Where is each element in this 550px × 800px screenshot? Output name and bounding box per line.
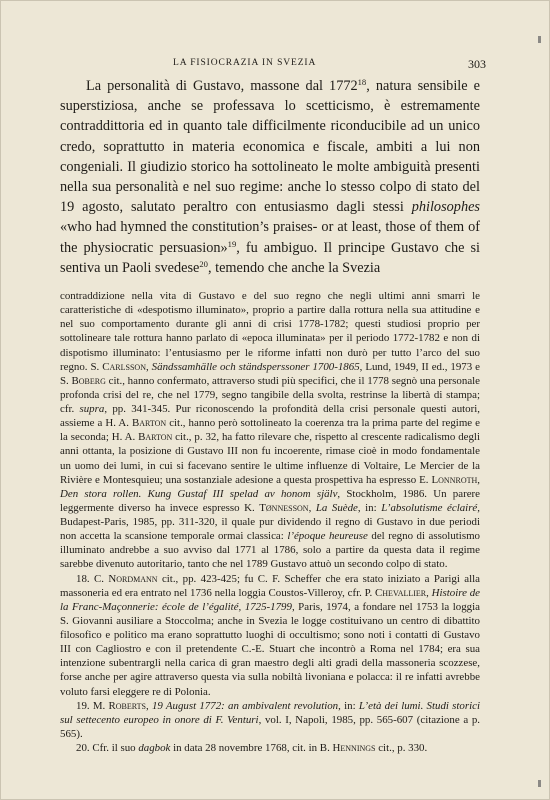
footnote-ref-18: 18 xyxy=(357,77,367,87)
main-text xyxy=(60,76,480,278)
page-header xyxy=(0,58,550,74)
scan-mark xyxy=(538,780,541,787)
footnotes xyxy=(60,289,480,755)
scan-mark xyxy=(538,36,541,43)
footnote-ref-20: 20 xyxy=(199,258,208,269)
footnote-ref-19: 19 xyxy=(227,238,237,249)
running-head: LA FISIOCRAZIA IN SVEZIA xyxy=(173,58,317,68)
footnote-18: 18. C. Nordmann cit., pp. 423-425; fu C. F. Scheffer che era stato iniziato a Parigi alla massoneria ed era entrato nel 1736 nella loggia Coustos-Villeroy, cfr. P. Chevallier, Histoire de la Franc-Maçonnerie: école de l’égalité, 1725-1799, Paris, 1974, a fondare nel 1753 la loggia S. Giovanni ausiliare a Stoccolma; anche in Svezia le logge costituivano un centro di dibattito filosofico e politico ma erano soprattutto luoghi di occultismo; sono noti i contatti di Gustavo III con Cagliostro e con il pretendente C.-E. Stuart che incontrò a Roma nel 1784; era sua intenzione subentrargli nella carica di gran maestro degli alti gradi della massoneria scozzese, forse anche per agire attraverso questa via sulla nobiltà livoniana e polacca: il re infatti avrebbe voluto farsi eleggere re di Polonia. xyxy=(60,572,481,698)
footnote-19: 19. M. Roberts, 19 August 1772: an ambivalent revolution, in: L’età dei lumi. Studi storici sul settecento europeo in onore di F. Venturi, vol. I, Napoli, 1985, pp. 565-607 (citazione a p. 565). xyxy=(60,699,480,740)
page-number: 303 xyxy=(468,57,486,71)
body-paragraph: La personalità di Gustavo, massone dal 1772$^{18}$, natura sensibile e superstiziosa, anche se professava lo scetticismo, è estremamente contraddittoria ed in quanto tale difficilmente riconducibile ad un unico credo, soprattutto in materia economica e fiscale, ambiti a lui non congeniali. Il giudizio storico ha sottolineato le molte ambiguità presenti nella sua personalità e nel suo regime: anche lo stesso colpo di stato del 19 agosto, salutato peraltro con entusiasmo dagli stessi philosophes «who had hymned the constitution’s praises- or at least, those of them of the physiocratic persuasion»$^{19}$, fu ambiguo. Il principe Gustavo che si sentiva un Paoli svedese$^{20}$, temendo che anche la Svezia xyxy=(60,77,480,276)
footnote-17-continuation: contraddizione nella vita di Gustavo e del suo regno che negli ultimi anni smarrì le caratteristiche di «despotismo illuminato», proprio a partire dalla rottura nella sua attitudine e nel suo comportamento durante gli anni di crisi 1778-1782; questi studiosi proprio per sottolineare tale rottura hanno parlato di «epoca illuminata» per il periodo 1772-1782 e non di dispotismo illuminato: l’entusiasmo per le riforme infatti non durò per tutto l’arco del suo regno. S. Carlsson, Sändssamhälle och ständsperssoner 1700-1865, Lund, 1949, II ed., 1973 e S. Boberg cit., hanno confermato, attraverso studi più specifici, che il 1778 segnò una personale profonda crisi del re, che nel 1779, segno tangibile della svolta, restrinse la libertà di stampa; cfr. supra, pp. 341-345. Pur riconoscendo la profondità della crisi personale questi autori, assieme a H. A. Barton cit., hanno però sottolineato la coerenza tra la prima parte del regime e la seconda; H. A. Barton cit., p. 32, ha fatto rilevare che, rispetto al crescente radicalismo degli anni ottanta, la posizione di Gustavo III non fu incoerente, rimase cioè in modo fondamentale un uomo dei lumi, in cui si facevano sentire le ultime influenze di Voltaire, Le Mercier de la Rivière e Montesquieu; una sostanziale adesione a questa prospettiva ha espresso E. Lonnroth, Den stora rollen. Kung Gustaf III spelad av honom själv, Stockholm, 1986. Un parere leggermente diverso ha invece espresso K. Tønnesson, La Suède, in: L’absolutisme éclairé, Budapest-Paris, 1985, pp. 311-320, il quale pur dividendo il regno di Gustavo in due periodi non accetta la scansione temporale ormai classica: l’époque heureuse del regno di assolutismo illuminato andrebbe a suo avviso dal 1771 al 1786, solo a partire da questa data il regime sarebbe divenuto autoritario, tanto che nel 1789 Gustavo attuò un secondo colpo di stato. xyxy=(60,290,481,571)
footnote-20: 20. Cfr. il suo dagbok in data 28 novembre 1768, cit. in B. Hennings cit., p. 330. xyxy=(76,742,428,754)
